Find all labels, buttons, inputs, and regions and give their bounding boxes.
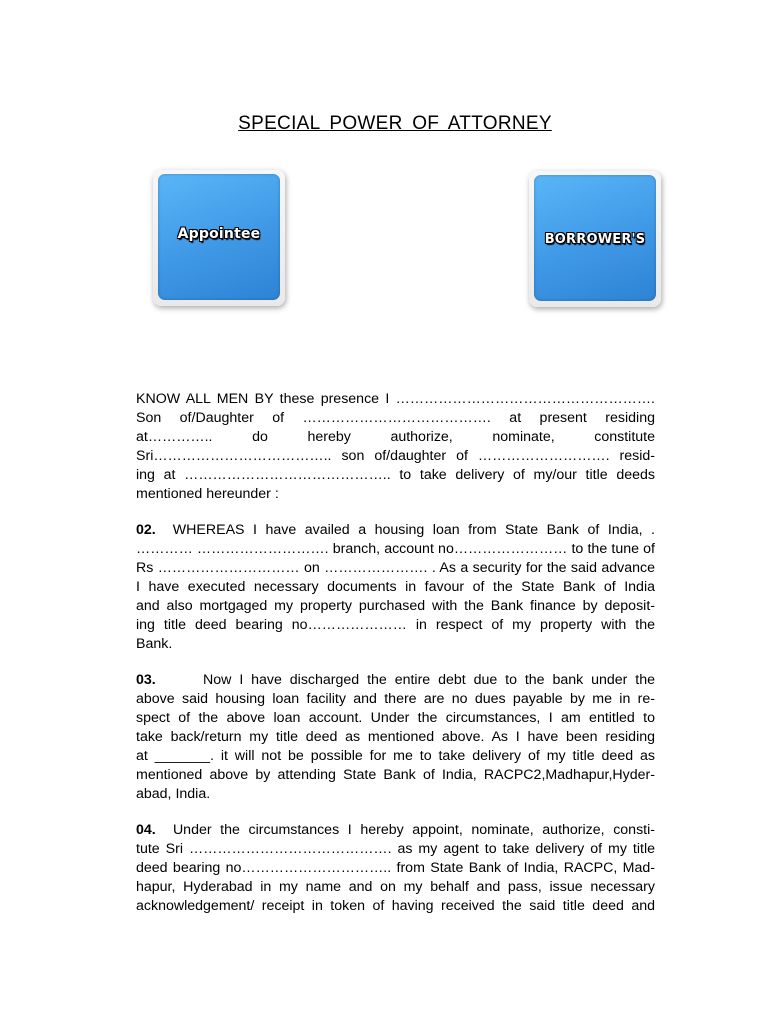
para2-line: and also mortgaged my property purchased with the Bank finance by deposit-: [136, 598, 655, 614]
paragraph-03: [136, 671, 655, 804]
intro-line: ing at …………………………………….. to take delivery of my/our title deeds: [136, 467, 655, 483]
paragraph-02: [136, 521, 655, 654]
para4-line: hapur, Hyderabad in my name and on my behalf and pass, issue necessary: [136, 879, 655, 895]
intro-line: KNOW ALL MEN BY these presence I ……………………………………………….: [136, 391, 655, 407]
para3-line: abad, India.: [136, 786, 211, 802]
para3-line: [136, 671, 655, 690]
para3-line: spect of the above loan account. Under the circumstances, I am entitled to: [136, 710, 655, 726]
intro-line: Sri……………………………….. son of/daughter of ………………………. resid-: [136, 448, 655, 464]
borrowers-badge: [534, 175, 656, 301]
para4-number: 04.: [136, 822, 156, 838]
intro-line: mentioned hereunder :: [136, 486, 279, 502]
para2-line-text: WHEREAS I have availed a housing loan from State Bank of India, .: [172, 522, 656, 538]
para3-line: take back/return my title deed as mentioned above. As I have been residing: [136, 729, 655, 745]
para2-line: [136, 521, 655, 540]
intro-paragraph: [136, 390, 655, 504]
para2-line: ing title deed bearing no………………… in respect of my property with the: [136, 617, 655, 633]
para2-line: I have executed necessary documents in favour of the State Bank of India: [136, 579, 655, 595]
appointee-label: Appointee: [177, 226, 261, 242]
para3-line: at _______. it will not be possible for me to take delivery of my title deed as: [136, 748, 655, 764]
para4-line: deed bearing no………………………….. from State Bank of India, RACPC, Mad-: [136, 860, 655, 876]
paragraph-04: [136, 821, 655, 916]
para3-line-text: Now I have discharged the entire debt due to the bank under the: [203, 672, 655, 688]
intro-line: Son of/Daughter of …………………………………. at present residing: [136, 410, 655, 426]
intro-line: at………….. do hereby authorize, nominate, constitute: [136, 429, 655, 445]
para4-line: [136, 821, 655, 840]
document-title: SPECIAL POWER OF ATTORNEY: [238, 113, 552, 134]
appointee-badge: [158, 174, 280, 300]
para2-line: Rs ………………………… on …………………. . As a security for the said advance: [136, 560, 655, 576]
para3-number: 03.: [136, 672, 156, 688]
borrowers-label: BORROWER'S: [544, 232, 646, 247]
para2-line: Bank.: [136, 636, 173, 652]
para3-line: above said housing loan facility and there are no dues payable by me in re-: [136, 691, 655, 707]
para4-line: acknowledgement/ receipt in token of having received the said title deed and: [136, 898, 655, 914]
appointee-photo-box: [153, 170, 285, 306]
para2-number: 02.: [136, 522, 156, 538]
para4-line-text: Under the circumstances I hereby appoint, nominate, authorize, consti-: [172, 822, 655, 838]
para4-line: tute Sri ……………………………………. as my agent to take delivery of my title: [136, 841, 655, 857]
borrowers-photo-box: [529, 171, 661, 307]
para3-line: mentioned above by attending State Bank of India, RACPC2,Madhapur,Hyder-: [136, 767, 655, 783]
para2-line: ………… ………………………. branch, account no…………………… to the tune of: [136, 541, 655, 557]
